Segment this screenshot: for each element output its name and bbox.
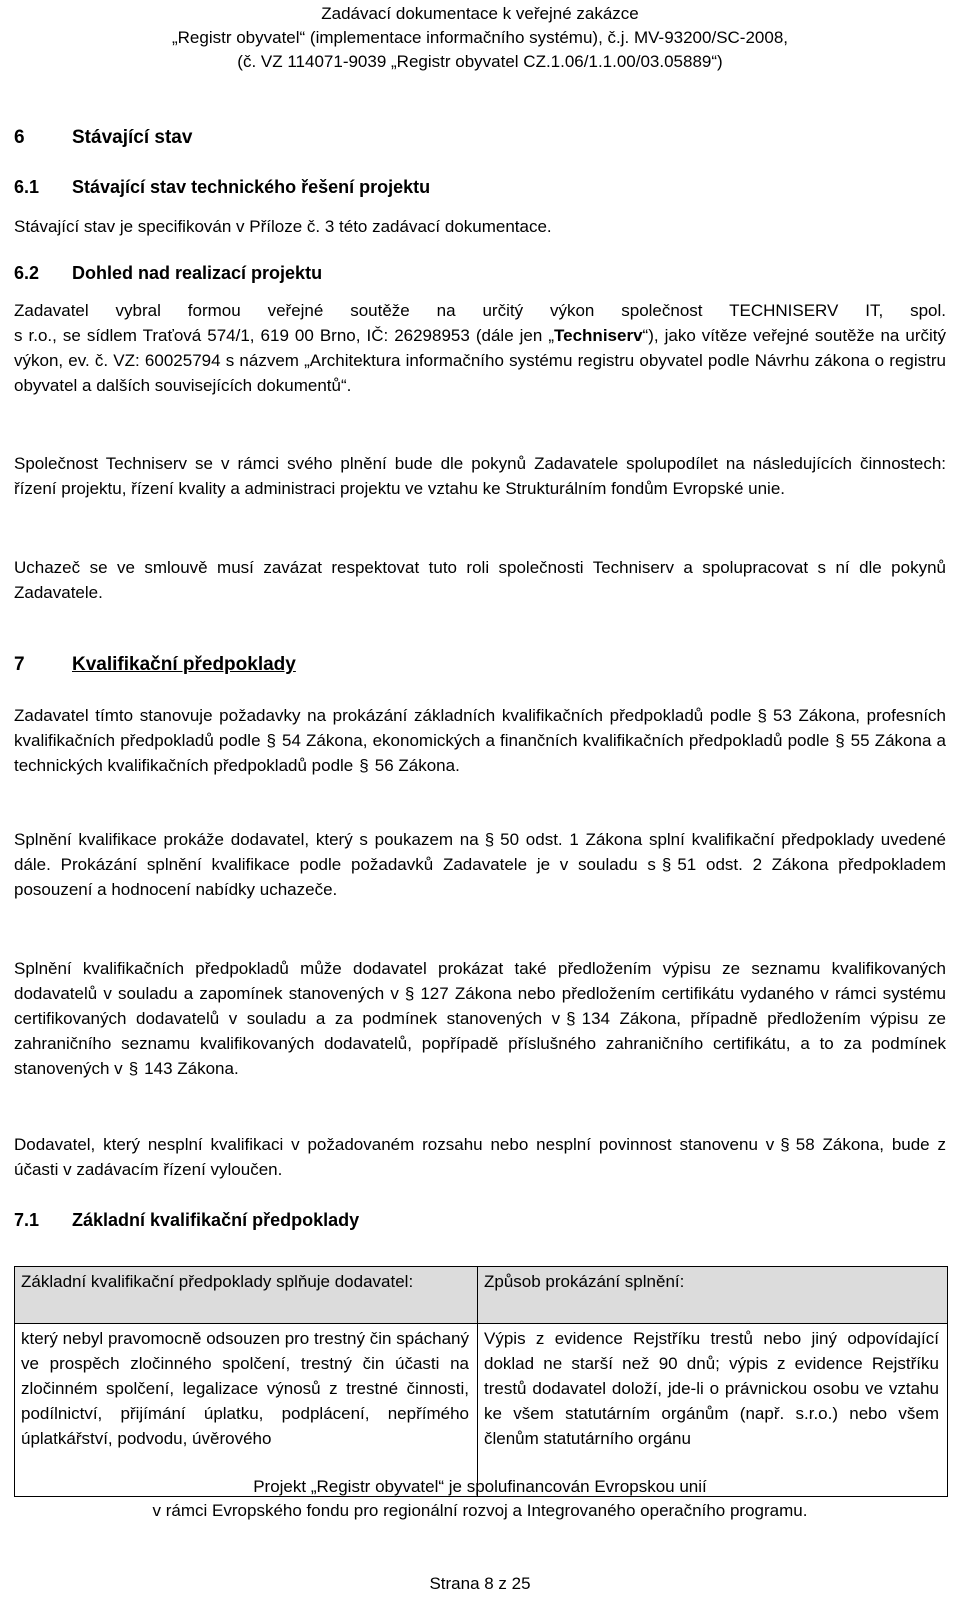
section-6-1-number: 6.1: [14, 177, 40, 197]
section-6-2-paragraph-1-line-1: Zadavatel vybral formou veřejné soutěže na určitý výkon společnost TECHNISERV IT, spol.: [14, 301, 946, 320]
footer-line-1: Projekt „Registr obyvatel“ je spolufinancován Evropskou unií: [253, 1477, 707, 1496]
table-header-row: [15, 1267, 948, 1324]
text-run: 50 odst. 1 Zákona splní kvalifikační předpoklady uvedené dále. Prokázání splnění kvalifikace podle požadavků Zadavatele je v souladu s: [14, 830, 946, 874]
header-line-1: Zadávací dokumentace k veřejné zakázce: [321, 4, 639, 23]
section-6-2-paragraph-2: Společnost Techniserv se v rámci svého plnění bude dle pokynů Zadavatele spolupodílet na následujících činnostech: řízení projektu, řízení kvality a administraci projektu ve vztahu ke Strukturálním fondům Evropské unie.: [14, 454, 946, 498]
section-7-paragraph-4: [14, 1132, 946, 1182]
techniserv-bold: Techniserv: [554, 326, 643, 345]
section-7-paragraph-1: [14, 703, 946, 778]
table-header-col-2: Způsob prokázání splnění:: [478, 1267, 948, 1324]
text-run: Zadavatel tímto stanovuje požadavky na prokázání základních kvalifikačních předpokladů podle: [14, 706, 752, 725]
section-7-1-title: Základní kvalifikační předpoklady: [72, 1210, 360, 1230]
section-sign-icon: §: [780, 1135, 790, 1154]
section-sign-icon: §: [484, 830, 495, 849]
page-number: Strana 8 z 25: [429, 1574, 531, 1593]
table-row: [15, 1324, 948, 1497]
section-sign-icon: §: [757, 706, 767, 725]
section-7-1-heading: [14, 1207, 359, 1233]
section-6-title: Stávající stav: [72, 127, 193, 148]
p1-text-a: s r.o., se sídlem Traťová 574/1, 619 00 Brno, IČ: 26298953 (dále jen „: [14, 326, 555, 345]
section-sign-icon: §: [359, 756, 369, 775]
text-run: 56 Zákona.: [374, 756, 460, 775]
qualification-table: [14, 1266, 948, 1497]
header-line-3: (č. VZ 114071-9039 „Registr obyvatel CZ.1.06/1.1.00/03.05889“): [237, 52, 723, 71]
section-6-2-paragraph-3: Uchazeč se ve smlouvě musí zavázat respektovat tuto roli společnosti Techniserv a spolupracovat s ní dle pokynů Zadavatele.: [14, 558, 946, 602]
text-run: Splnění kvalifikačních předpokladů může dodavatel prokázat také předložením výpisu ze seznamu kvalifikovaných dodavatelů v souladu a zapomínek stanovených v: [14, 959, 946, 1003]
text-run: Dodavatel, který nesplní kvalifikaci v požadovaném rozsahu nebo nesplní povinnost stanovenu v: [14, 1135, 775, 1154]
section-7-title: Kvalifikační předpoklady: [72, 654, 296, 675]
text-run: 127 Zákona nebo předložením certifikátu vydaného v rámci systému certifikovaných dodavatelů v souladu a za podmínek stanovených v: [14, 984, 946, 1028]
section-7-1-number: 7.1: [14, 1210, 40, 1230]
section-7-paragraph-3: [14, 956, 946, 1081]
section-6-1-title: Stávající stav technického řešení projektu: [72, 177, 431, 197]
header-line-2: „Registr obyvatel“ (implementace informačního systému), č.j. MV-93200/SC-2008,: [171, 28, 789, 47]
section-6-2-title: Dohled nad realizací projektu: [72, 263, 323, 283]
section-sign-icon: §: [566, 1009, 576, 1028]
table-header-col-1: Základní kvalifikační předpoklady splňuje dodavatel:: [15, 1267, 478, 1324]
section-sign-icon: §: [404, 984, 415, 1003]
section-7-heading: [14, 652, 296, 678]
text-run: 55 Zákona a technických kvalifikačních předpokladů podle: [14, 731, 946, 775]
text-run: 58 Zákona, bude z účasti v zadávacím řízení vyloučen.: [14, 1135, 947, 1179]
section-sign-icon: §: [266, 731, 276, 750]
table-cell-proof: Výpis z evidence Rejstříku trestů nebo jiný odpovídající doklad ne starší než 90 dnů; výpis z evidence Rejstříku trestů dodavatel doloží, jde-li o právnickou osobu ve vztahu ke všem statutárním orgánům (např. s.r.o.) nebo všem členům statutárního orgánu: [478, 1324, 948, 1497]
section-sign-icon: §: [661, 855, 672, 874]
text-run: 53 Zákona, profesních kvalifikačních předpokladů podle: [14, 706, 946, 750]
section-sign-icon: §: [128, 1059, 139, 1078]
footer-line-2: v rámci Evropského fondu pro regionální rozvoj a Integrovaného operačního programu.: [152, 1501, 808, 1520]
section-6-heading: [14, 125, 192, 151]
section-6-2-heading: [14, 260, 322, 286]
text-run: 134 Zákona, případně předložením výpisu ze zahraničního seznamu kvalifikovaných dodavatelů, popřípadě příslušného zahraničního certifikátu, a to za podmínek stanovených v: [14, 1009, 947, 1078]
text-run: 51 odst. 2 Zákona předpokladem posouzení a hodnocení nabídky uchazeče.: [14, 855, 946, 899]
section-6-1-heading: [14, 174, 430, 200]
section-7-number: 7: [14, 654, 25, 675]
table-cell-requirement: který nebyl pravomocně odsouzen pro trestný čin spáchaný ve prospěch zločinného spolčení, trestný čin účasti na zločinném spolčení, legalizace výnosů z trestné činnosti, podílnictví, přijímání úplatku, podplácení, nepřímého úplatkářství, podvodu, úvěrového: [15, 1324, 478, 1497]
text-run: 143 Zákona.: [144, 1059, 239, 1078]
section-6-2-number: 6.2: [14, 263, 40, 283]
section-6-2-paragraph-1: [14, 323, 946, 398]
text-run: Splnění kvalifikace prokáže dodavatel, který s poukazem na: [14, 830, 479, 849]
p1-text-b: “), jako vítěze veřejné soutěže na určitý výkon, ev. č. VZ: 60025794 s názvem „Architektura informačního systému registru obyvatel podle Návrhu zákona o registru obyvatel a dalších souvisejících dokumentů“.: [14, 326, 946, 395]
section-7-paragraph-2: [14, 827, 946, 902]
section-sign-icon: §: [835, 731, 845, 750]
text-run: 54 Zákona, ekonomických a finančních kvalifikačních předpokladů podle: [282, 731, 830, 750]
section-6-number: 6: [14, 127, 25, 148]
section-6-1-text: Stávající stav je specifikován v Příloze č. 3 této zadávací dokumentace.: [14, 217, 552, 236]
